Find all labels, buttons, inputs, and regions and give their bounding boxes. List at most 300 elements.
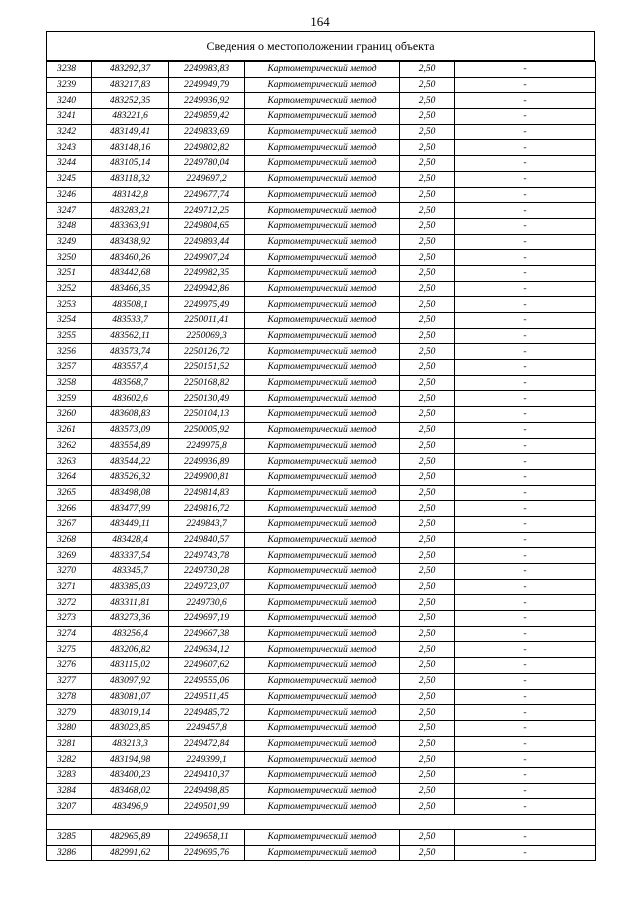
cell-description: - — [455, 375, 596, 391]
cell-point-number: 3280 — [47, 720, 92, 736]
cell-description: - — [455, 281, 596, 297]
table-row — [47, 564, 596, 580]
cell-point-number: 3259 — [47, 391, 92, 407]
cell-x-coordinate: 483252,35 — [92, 93, 169, 109]
cell-point-number: 3253 — [47, 297, 92, 313]
cell-method: Картометрический метод — [245, 218, 400, 234]
cell-x-coordinate: 483438,92 — [92, 234, 169, 250]
cell-y-coordinate: 2249975,8 — [169, 438, 245, 454]
cell-y-coordinate: 2250069,3 — [169, 328, 245, 344]
cell-method: Картометрический метод — [245, 845, 400, 861]
cell-description: - — [455, 313, 596, 329]
cell-point-number: 3254 — [47, 313, 92, 329]
cell-accuracy: 2,50 — [400, 250, 455, 266]
cell-description: - — [455, 407, 596, 423]
table-row — [47, 422, 596, 438]
cell-method: Картометрический метод — [245, 799, 400, 815]
cell-point-number: 3286 — [47, 845, 92, 861]
cell-y-coordinate: 2249697,2 — [169, 171, 245, 187]
cell-method: Картометрический метод — [245, 407, 400, 423]
table-row — [47, 548, 596, 564]
cell-accuracy: 2,50 — [400, 124, 455, 140]
cell-method: Картометрический метод — [245, 642, 400, 658]
cell-x-coordinate: 483385,03 — [92, 579, 169, 595]
cell-point-number: 3258 — [47, 375, 92, 391]
cell-accuracy: 2,50 — [400, 564, 455, 580]
cell-y-coordinate: 2250168,82 — [169, 375, 245, 391]
cell-y-coordinate: 2249667,38 — [169, 626, 245, 642]
cell-accuracy: 2,50 — [400, 845, 455, 861]
cell-accuracy: 2,50 — [400, 360, 455, 376]
cell-x-coordinate: 483097,92 — [92, 673, 169, 689]
cell-x-coordinate: 483449,11 — [92, 516, 169, 532]
cell-point-number: 3276 — [47, 658, 92, 674]
cell-description: - — [455, 454, 596, 470]
cell-method: Картометрический метод — [245, 532, 400, 548]
cell-x-coordinate: 483544,22 — [92, 454, 169, 470]
cell-description: - — [455, 109, 596, 125]
cell-method: Картометрический метод — [245, 156, 400, 172]
cell-point-number: 3281 — [47, 736, 92, 752]
cell-description: - — [455, 705, 596, 721]
cell-y-coordinate: 2249695,76 — [169, 845, 245, 861]
cell-accuracy: 2,50 — [400, 705, 455, 721]
cell-x-coordinate: 483311,81 — [92, 595, 169, 611]
cell-accuracy: 2,50 — [400, 313, 455, 329]
table-row — [47, 783, 596, 799]
cell-description: - — [455, 516, 596, 532]
cell-point-number: 3263 — [47, 454, 92, 470]
cell-y-coordinate: 2249730,28 — [169, 564, 245, 580]
cell-point-number: 3257 — [47, 360, 92, 376]
cell-point-number: 3240 — [47, 93, 92, 109]
cell-x-coordinate: 483273,36 — [92, 611, 169, 627]
cell-y-coordinate: 2249607,62 — [169, 658, 245, 674]
cell-method: Картометрический метод — [245, 485, 400, 501]
cell-method: Картометрический метод — [245, 187, 400, 203]
cell-y-coordinate: 2249485,72 — [169, 705, 245, 721]
cell-x-coordinate: 483496,9 — [92, 799, 169, 815]
table-row — [47, 360, 596, 376]
cell-method: Картометрический метод — [245, 830, 400, 846]
cell-method: Картометрический метод — [245, 62, 400, 78]
cell-description: - — [455, 767, 596, 783]
cell-y-coordinate: 2249511,45 — [169, 689, 245, 705]
cell-method: Картометрический метод — [245, 626, 400, 642]
cell-point-number: 3260 — [47, 407, 92, 423]
cell-x-coordinate: 483573,74 — [92, 344, 169, 360]
cell-y-coordinate: 2249634,12 — [169, 642, 245, 658]
cell-y-coordinate: 2249780,04 — [169, 156, 245, 172]
cell-description: - — [455, 485, 596, 501]
cell-point-number: 3246 — [47, 187, 92, 203]
cell-accuracy: 2,50 — [400, 626, 455, 642]
cell-x-coordinate: 483213,3 — [92, 736, 169, 752]
cell-description: - — [455, 548, 596, 564]
cell-point-number: 3256 — [47, 344, 92, 360]
cell-x-coordinate: 483337,54 — [92, 548, 169, 564]
cell-accuracy: 2,50 — [400, 673, 455, 689]
cell-accuracy: 2,50 — [400, 93, 455, 109]
cell-accuracy: 2,50 — [400, 62, 455, 78]
cell-y-coordinate: 2249555,06 — [169, 673, 245, 689]
cell-method: Картометрический метод — [245, 265, 400, 281]
cell-description: - — [455, 501, 596, 517]
cell-description: - — [455, 689, 596, 705]
cell-description: - — [455, 469, 596, 485]
cell-y-coordinate: 2249712,25 — [169, 203, 245, 219]
cell-point-number: 3269 — [47, 548, 92, 564]
cell-x-coordinate: 483526,32 — [92, 469, 169, 485]
cell-y-coordinate: 2249723,07 — [169, 579, 245, 595]
cell-point-number: 3251 — [47, 265, 92, 281]
cell-description: - — [455, 77, 596, 93]
cell-x-coordinate: 483206,82 — [92, 642, 169, 658]
cell-accuracy: 2,50 — [400, 799, 455, 815]
cell-y-coordinate: 2249843,7 — [169, 516, 245, 532]
table-row — [47, 438, 596, 454]
cell-method: Картометрический метод — [245, 438, 400, 454]
cell-y-coordinate: 2249730,6 — [169, 595, 245, 611]
cell-method: Картометрический метод — [245, 77, 400, 93]
cell-y-coordinate: 2249743,78 — [169, 548, 245, 564]
cell-x-coordinate: 483345,7 — [92, 564, 169, 580]
cell-x-coordinate: 483023,85 — [92, 720, 169, 736]
cell-description: - — [455, 62, 596, 78]
cell-point-number: 3244 — [47, 156, 92, 172]
cell-method: Картометрический метод — [245, 783, 400, 799]
cell-x-coordinate: 483557,4 — [92, 360, 169, 376]
cell-y-coordinate: 2249697,19 — [169, 611, 245, 627]
cell-x-coordinate: 483194,98 — [92, 752, 169, 768]
cell-accuracy: 2,50 — [400, 516, 455, 532]
cell-x-coordinate: 483568,7 — [92, 375, 169, 391]
cell-point-number: 3249 — [47, 234, 92, 250]
cell-y-coordinate: 2250151,52 — [169, 360, 245, 376]
cell-point-number: 3284 — [47, 783, 92, 799]
cell-description: - — [455, 140, 596, 156]
cell-accuracy: 2,50 — [400, 297, 455, 313]
cell-accuracy: 2,50 — [400, 752, 455, 768]
cell-accuracy: 2,50 — [400, 391, 455, 407]
cell-x-coordinate: 483292,37 — [92, 62, 169, 78]
cell-x-coordinate: 483283,21 — [92, 203, 169, 219]
table-row — [47, 218, 596, 234]
table-row — [47, 454, 596, 470]
cell-x-coordinate: 483019,14 — [92, 705, 169, 721]
cell-point-number: 3278 — [47, 689, 92, 705]
cell-description: - — [455, 93, 596, 109]
cell-point-number: 3264 — [47, 469, 92, 485]
table-row — [47, 250, 596, 266]
table-row — [47, 752, 596, 768]
table-row — [47, 328, 596, 344]
cell-y-coordinate: 2249410,37 — [169, 767, 245, 783]
cell-accuracy: 2,50 — [400, 454, 455, 470]
cell-method: Картометрический метод — [245, 611, 400, 627]
cell-method: Картометрический метод — [245, 375, 400, 391]
cell-accuracy: 2,50 — [400, 767, 455, 783]
cell-accuracy: 2,50 — [400, 171, 455, 187]
cell-y-coordinate: 2249936,89 — [169, 454, 245, 470]
cell-method: Картометрический метод — [245, 454, 400, 470]
cell-point-number: 3239 — [47, 77, 92, 93]
cell-y-coordinate: 2249942,86 — [169, 281, 245, 297]
table-row — [47, 234, 596, 250]
cell-point-number: 3272 — [47, 595, 92, 611]
cell-accuracy: 2,50 — [400, 689, 455, 705]
cell-x-coordinate: 483442,68 — [92, 265, 169, 281]
cell-y-coordinate: 2249399,1 — [169, 752, 245, 768]
cell-method: Картометрический метод — [245, 752, 400, 768]
cell-method: Картометрический метод — [245, 234, 400, 250]
cell-point-number: 3273 — [47, 611, 92, 627]
table-row — [47, 313, 596, 329]
cell-description: - — [455, 673, 596, 689]
cell-description: - — [455, 218, 596, 234]
cell-x-coordinate: 483460,26 — [92, 250, 169, 266]
table-row — [47, 124, 596, 140]
cell-point-number: 3275 — [47, 642, 92, 658]
cell-accuracy: 2,50 — [400, 422, 455, 438]
cell-description: - — [455, 626, 596, 642]
cell-point-number: 3247 — [47, 203, 92, 219]
table-row — [47, 203, 596, 219]
cell-y-coordinate: 2249816,72 — [169, 501, 245, 517]
cell-accuracy: 2,50 — [400, 485, 455, 501]
cell-point-number: 3268 — [47, 532, 92, 548]
cell-y-coordinate: 2249840,57 — [169, 532, 245, 548]
table-row — [47, 109, 596, 125]
cell-y-coordinate: 2249859,42 — [169, 109, 245, 125]
cell-accuracy: 2,50 — [400, 548, 455, 564]
cell-point-number: 3245 — [47, 171, 92, 187]
table-row — [47, 391, 596, 407]
cell-description: - — [455, 611, 596, 627]
table-row — [47, 611, 596, 627]
cell-description: - — [455, 532, 596, 548]
cell-method: Картометрический метод — [245, 548, 400, 564]
cell-accuracy: 2,50 — [400, 438, 455, 454]
cell-method: Картометрический метод — [245, 564, 400, 580]
cell-method: Картометрический метод — [245, 673, 400, 689]
cell-method: Картометрический метод — [245, 391, 400, 407]
cell-accuracy: 2,50 — [400, 281, 455, 297]
cell-y-coordinate: 2249982,35 — [169, 265, 245, 281]
cell-method: Картометрический метод — [245, 140, 400, 156]
cell-point-number: 3207 — [47, 799, 92, 815]
cell-x-coordinate: 483142,8 — [92, 187, 169, 203]
cell-accuracy: 2,50 — [400, 501, 455, 517]
table-gap-row — [47, 815, 596, 830]
cell-y-coordinate: 2250126,72 — [169, 344, 245, 360]
cell-accuracy: 2,50 — [400, 187, 455, 203]
cell-y-coordinate: 2250011,41 — [169, 313, 245, 329]
cell-y-coordinate: 2249936,92 — [169, 93, 245, 109]
table-row — [47, 799, 596, 815]
cell-description: - — [455, 720, 596, 736]
cell-y-coordinate: 2249804,65 — [169, 218, 245, 234]
cell-accuracy: 2,50 — [400, 344, 455, 360]
cell-description: - — [455, 595, 596, 611]
cell-accuracy: 2,50 — [400, 611, 455, 627]
cell-point-number: 3267 — [47, 516, 92, 532]
cell-description: - — [455, 830, 596, 846]
cell-x-coordinate: 483115,02 — [92, 658, 169, 674]
cell-description: - — [455, 234, 596, 250]
cell-method: Картометрический метод — [245, 720, 400, 736]
cell-point-number: 3277 — [47, 673, 92, 689]
cell-point-number: 3283 — [47, 767, 92, 783]
table-row — [47, 689, 596, 705]
cell-method: Картометрический метод — [245, 93, 400, 109]
table-row — [47, 469, 596, 485]
cell-accuracy: 2,50 — [400, 658, 455, 674]
table-row — [47, 673, 596, 689]
cell-method: Картометрический метод — [245, 109, 400, 125]
cell-point-number: 3270 — [47, 564, 92, 580]
cell-x-coordinate: 483363,91 — [92, 218, 169, 234]
cell-y-coordinate: 2249501,99 — [169, 799, 245, 815]
table-row — [47, 140, 596, 156]
cell-method: Картометрический метод — [245, 469, 400, 485]
cell-accuracy: 2,50 — [400, 783, 455, 799]
cell-x-coordinate: 482991,62 — [92, 845, 169, 861]
table-row — [47, 375, 596, 391]
table-row — [47, 156, 596, 172]
table-row — [47, 642, 596, 658]
cell-accuracy: 2,50 — [400, 234, 455, 250]
cell-x-coordinate: 483428,4 — [92, 532, 169, 548]
cell-x-coordinate: 483081,07 — [92, 689, 169, 705]
coordinates-table-body — [47, 62, 596, 861]
table-row — [47, 171, 596, 187]
cell-x-coordinate: 483400,23 — [92, 767, 169, 783]
cell-accuracy: 2,50 — [400, 579, 455, 595]
cell-description: - — [455, 203, 596, 219]
cell-accuracy: 2,50 — [400, 407, 455, 423]
table-row — [47, 767, 596, 783]
table-row — [47, 705, 596, 721]
cell-method: Картометрический метод — [245, 328, 400, 344]
cell-method: Картометрический метод — [245, 422, 400, 438]
cell-method: Картометрический метод — [245, 595, 400, 611]
cell-description: - — [455, 187, 596, 203]
cell-method: Картометрический метод — [245, 689, 400, 705]
cell-description: - — [455, 799, 596, 815]
cell-x-coordinate: 483498,08 — [92, 485, 169, 501]
table-row — [47, 187, 596, 203]
cell-point-number: 3266 — [47, 501, 92, 517]
cell-point-number: 3285 — [47, 830, 92, 846]
table-row — [47, 93, 596, 109]
cell-description: - — [455, 564, 596, 580]
cell-method: Картометрический метод — [245, 124, 400, 140]
cell-x-coordinate: 483148,16 — [92, 140, 169, 156]
cell-point-number: 3252 — [47, 281, 92, 297]
cell-description: - — [455, 642, 596, 658]
cell-method: Картометрический метод — [245, 579, 400, 595]
cell-accuracy: 2,50 — [400, 642, 455, 658]
table-row — [47, 297, 596, 313]
cell-description: - — [455, 658, 596, 674]
cell-y-coordinate: 2249949,79 — [169, 77, 245, 93]
cell-x-coordinate: 483149,41 — [92, 124, 169, 140]
cell-point-number: 3255 — [47, 328, 92, 344]
cell-method: Картометрический метод — [245, 705, 400, 721]
page-number: 164 — [310, 14, 330, 29]
cell-point-number: 3279 — [47, 705, 92, 721]
table-row — [47, 736, 596, 752]
table-row — [47, 281, 596, 297]
cell-method: Картометрический метод — [245, 313, 400, 329]
cell-point-number: 3274 — [47, 626, 92, 642]
table-row — [47, 407, 596, 423]
cell-x-coordinate: 483118,32 — [92, 171, 169, 187]
cell-accuracy: 2,50 — [400, 77, 455, 93]
cell-accuracy: 2,50 — [400, 109, 455, 125]
cell-y-coordinate: 2249457,8 — [169, 720, 245, 736]
table-row — [47, 845, 596, 861]
cell-method: Картометрический метод — [245, 171, 400, 187]
cell-description: - — [455, 328, 596, 344]
cell-method: Картометрический метод — [245, 250, 400, 266]
cell-y-coordinate: 2249658,11 — [169, 830, 245, 846]
table-row — [47, 830, 596, 846]
cell-description: - — [455, 265, 596, 281]
table-row — [47, 516, 596, 532]
cell-method: Картометрический метод — [245, 281, 400, 297]
table-row — [47, 62, 596, 78]
cell-method: Картометрический метод — [245, 203, 400, 219]
cell-method: Картометрический метод — [245, 516, 400, 532]
cell-x-coordinate: 483602,6 — [92, 391, 169, 407]
cell-description: - — [455, 438, 596, 454]
cell-description: - — [455, 783, 596, 799]
cell-description: - — [455, 250, 596, 266]
cell-point-number: 3265 — [47, 485, 92, 501]
cell-y-coordinate: 2250005,92 — [169, 422, 245, 438]
cell-accuracy: 2,50 — [400, 265, 455, 281]
cell-description: - — [455, 391, 596, 407]
cell-x-coordinate: 483217,83 — [92, 77, 169, 93]
cell-method: Картометрический метод — [245, 360, 400, 376]
cell-accuracy: 2,50 — [400, 532, 455, 548]
cell-x-coordinate: 483221,6 — [92, 109, 169, 125]
cell-description: - — [455, 156, 596, 172]
cell-accuracy: 2,50 — [400, 720, 455, 736]
cell-point-number: 3248 — [47, 218, 92, 234]
cell-point-number: 3250 — [47, 250, 92, 266]
cell-description: - — [455, 360, 596, 376]
cell-accuracy: 2,50 — [400, 328, 455, 344]
cell-point-number: 3241 — [47, 109, 92, 125]
cell-y-coordinate: 2249814,83 — [169, 485, 245, 501]
cell-x-coordinate: 483256,4 — [92, 626, 169, 642]
cell-description: - — [455, 752, 596, 768]
cell-x-coordinate: 483105,14 — [92, 156, 169, 172]
cell-x-coordinate: 483477,99 — [92, 501, 169, 517]
cell-y-coordinate: 2249833,69 — [169, 124, 245, 140]
cell-y-coordinate: 2249983,83 — [169, 62, 245, 78]
cell-method: Картометрический метод — [245, 501, 400, 517]
cell-accuracy: 2,50 — [400, 140, 455, 156]
cell-y-coordinate: 2249677,74 — [169, 187, 245, 203]
cell-accuracy: 2,50 — [400, 156, 455, 172]
cell-x-coordinate: 483608,83 — [92, 407, 169, 423]
cell-y-coordinate: 2250130,49 — [169, 391, 245, 407]
coordinates-table — [46, 61, 596, 861]
